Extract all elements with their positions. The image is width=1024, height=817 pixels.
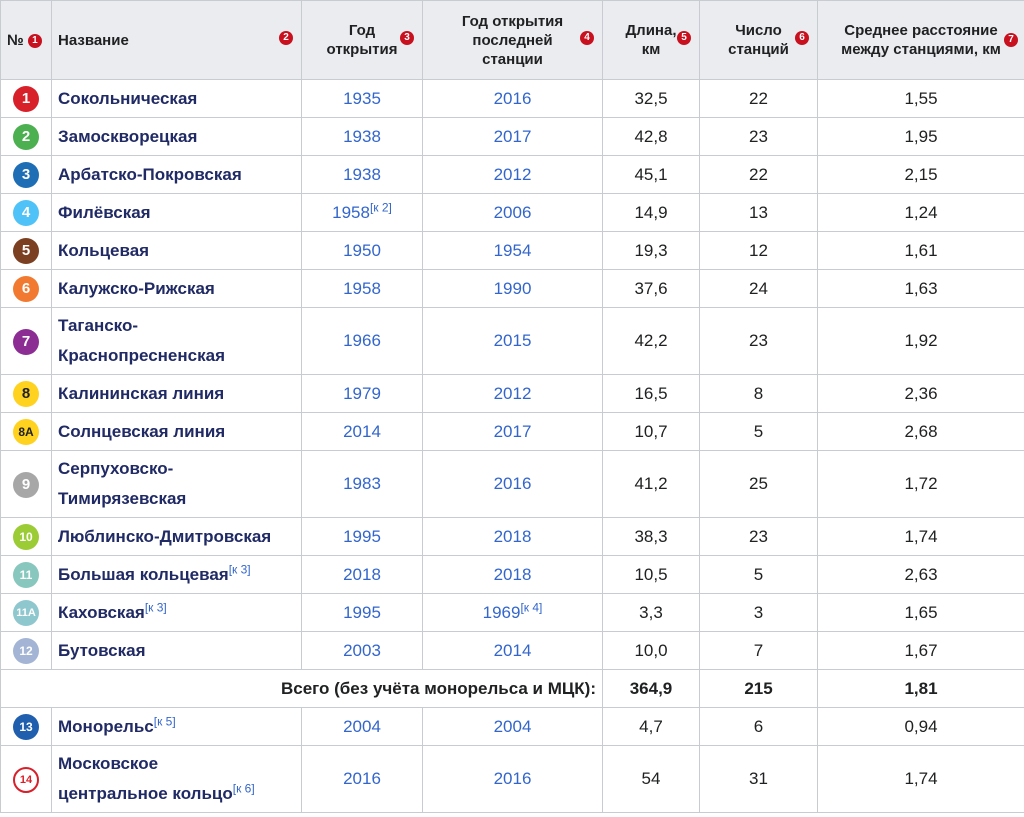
open-year[interactable]: 2018 xyxy=(302,556,423,594)
last-year[interactable]: 1969[к 4] xyxy=(423,594,603,632)
table-row xyxy=(1,413,1024,451)
length: 10,7 xyxy=(603,413,700,451)
stations: 6 xyxy=(700,708,818,746)
avg-distance: 1,67 xyxy=(818,632,1024,670)
avg-distance: 1,74 xyxy=(818,518,1024,556)
line-badge-icon[interactable]: 9 xyxy=(13,472,39,498)
length: 45,1 xyxy=(603,156,700,194)
total-length: 364,9 xyxy=(603,670,700,708)
stations: 12 xyxy=(700,232,818,270)
sort-mark-icon[interactable]: 4 xyxy=(580,31,594,45)
header-stations[interactable]: Число станций 6 xyxy=(700,1,818,80)
avg-distance: 1,24 xyxy=(818,194,1024,232)
line-name-link[interactable]: Калужско-Рижская xyxy=(58,278,215,298)
line-badge-icon[interactable]: 3 xyxy=(13,162,39,188)
last-year[interactable]: 2016 xyxy=(423,451,603,518)
length: 38,3 xyxy=(603,518,700,556)
stations: 5 xyxy=(700,556,818,594)
table-row xyxy=(1,270,1024,308)
avg-distance: 1,65 xyxy=(818,594,1024,632)
length: 4,7 xyxy=(603,708,700,746)
stations: 5 xyxy=(700,413,818,451)
stations: 25 xyxy=(700,451,818,518)
total-avg-distance: 1,81 xyxy=(818,670,1024,708)
table-row xyxy=(1,194,1024,232)
last-year[interactable]: 2018 xyxy=(423,518,603,556)
last-year[interactable]: 1990 xyxy=(423,270,603,308)
table-row xyxy=(1,451,1024,518)
line-name-link[interactable]: Кольцевая xyxy=(58,240,150,260)
footnote-link[interactable]: [к 3] xyxy=(228,561,251,576)
line-name-link[interactable]: Сокольническая xyxy=(58,88,198,108)
open-year[interactable]: 2004 xyxy=(302,708,423,746)
line-name-link[interactable]: Московское центральное кольцо[к 6] xyxy=(58,754,255,803)
line-badge-icon[interactable]: 2 xyxy=(13,124,39,150)
sort-mark-icon[interactable]: 6 xyxy=(795,31,809,45)
footnote-link[interactable]: [к 5] xyxy=(153,713,176,728)
length: 3,3 xyxy=(603,594,700,632)
footnote-link[interactable]: [к 2] xyxy=(369,199,392,214)
stations: 8 xyxy=(700,375,818,413)
avg-distance: 1,55 xyxy=(818,80,1024,118)
table-row xyxy=(1,746,1024,813)
open-year[interactable]: 2016 xyxy=(302,746,423,813)
line-name-link[interactable]: Монорельс[к 5] xyxy=(58,713,176,736)
stations: 3 xyxy=(700,594,818,632)
stations: 13 xyxy=(700,194,818,232)
line-name-link[interactable]: Таганско- Краснопресненская xyxy=(58,316,225,365)
open-year[interactable]: 1950 xyxy=(302,232,423,270)
line-badge-icon[interactable]: 10 xyxy=(13,524,39,550)
table-row xyxy=(1,375,1024,413)
length: 42,8 xyxy=(603,118,700,156)
avg-distance: 2,63 xyxy=(818,556,1024,594)
length: 16,5 xyxy=(603,375,700,413)
table-row xyxy=(1,156,1024,194)
total-row xyxy=(1,670,1024,708)
last-year[interactable]: 1954 xyxy=(423,232,603,270)
line-badge-icon[interactable]: 12 xyxy=(13,638,39,664)
sort-mark-icon[interactable]: 5 xyxy=(677,31,691,45)
footnote-link[interactable]: [к 6] xyxy=(232,781,255,796)
stations: 31 xyxy=(700,746,818,813)
open-year[interactable]: 1995 xyxy=(302,518,423,556)
last-year[interactable]: 2006 xyxy=(423,194,603,232)
line-badge-icon[interactable]: 6 xyxy=(13,276,39,302)
line-badge-icon[interactable]: 14 xyxy=(13,767,39,793)
header-length[interactable]: Длина, км 5 xyxy=(603,1,700,80)
length: 14,9 xyxy=(603,194,700,232)
table-row xyxy=(1,632,1024,670)
avg-distance: 2,15 xyxy=(818,156,1024,194)
sort-mark-icon[interactable]: 3 xyxy=(400,31,414,45)
avg-distance: 1,72 xyxy=(818,451,1024,518)
table-row xyxy=(1,80,1024,118)
line-name-link[interactable]: Бутовская xyxy=(58,640,146,660)
line-badge-icon[interactable]: 8А xyxy=(13,419,39,445)
length: 37,6 xyxy=(603,270,700,308)
sort-mark-icon[interactable]: 1 xyxy=(28,34,42,48)
header-name[interactable]: Название 2 xyxy=(52,1,302,80)
line-name-link[interactable]: Каховская[к 3] xyxy=(58,599,167,622)
open-year[interactable]: 1995 xyxy=(302,594,423,632)
avg-distance: 1,61 xyxy=(818,232,1024,270)
stations: 22 xyxy=(700,156,818,194)
line-badge-icon[interactable]: 5 xyxy=(13,238,39,264)
line-name-link[interactable]: Калининская линия xyxy=(58,383,225,403)
table-row xyxy=(1,708,1024,746)
line-badge-icon[interactable]: 7 xyxy=(13,329,39,355)
last-year[interactable]: 2012 xyxy=(423,375,603,413)
footnote-link[interactable]: [к 3] xyxy=(144,599,167,614)
stations: 23 xyxy=(700,118,818,156)
open-year[interactable]: 1983 xyxy=(302,451,423,518)
line-badge-icon[interactable]: 4 xyxy=(13,200,39,226)
line-badge-icon[interactable]: 11 xyxy=(13,562,39,588)
table-row xyxy=(1,594,1024,632)
avg-distance: 2,68 xyxy=(818,413,1024,451)
avg-distance: 1,74 xyxy=(818,746,1024,813)
open-year[interactable]: 1958 xyxy=(302,270,423,308)
table-row xyxy=(1,308,1024,375)
length: 54 xyxy=(603,746,700,813)
line-badge-icon[interactable]: 1 xyxy=(13,86,39,112)
avg-distance: 2,36 xyxy=(818,375,1024,413)
line-badge-icon[interactable]: 8 xyxy=(13,381,39,407)
table-row xyxy=(1,118,1024,156)
open-year[interactable]: 1966 xyxy=(302,308,423,375)
open-year[interactable]: 1979 xyxy=(302,375,423,413)
open-year[interactable]: 1935 xyxy=(302,80,423,118)
table-row xyxy=(1,232,1024,270)
avg-distance: 1,92 xyxy=(818,308,1024,375)
stations: 23 xyxy=(700,308,818,375)
total-label: Всего (без учёта монорельса и МЦК): xyxy=(1,670,603,708)
line-name-link[interactable]: Филёвская xyxy=(58,202,151,222)
last-year[interactable]: 2015 xyxy=(423,308,603,375)
last-year[interactable]: 2004 xyxy=(423,708,603,746)
length: 19,3 xyxy=(603,232,700,270)
header-last-station-year[interactable]: Год открытия последней станции 4 xyxy=(423,1,603,80)
avg-distance: 0,94 xyxy=(818,708,1024,746)
table-row xyxy=(1,556,1024,594)
open-year[interactable]: 1958[к 2] xyxy=(302,194,423,232)
open-year[interactable]: 2003 xyxy=(302,632,423,670)
last-year[interactable]: 2017 xyxy=(423,413,603,451)
line-name-link[interactable]: Серпуховско- Тимирязевская xyxy=(58,459,187,508)
stations: 22 xyxy=(700,80,818,118)
line-name-link[interactable]: Люблинско-Дмитровская xyxy=(58,526,272,546)
last-year[interactable]: 2016 xyxy=(423,746,603,813)
stations: 24 xyxy=(700,270,818,308)
header-open-year[interactable]: Год открытия 3 xyxy=(302,1,423,80)
length: 10,5 xyxy=(603,556,700,594)
length: 42,2 xyxy=(603,308,700,375)
line-name-link[interactable]: Солнцевская линия xyxy=(58,421,226,441)
total-stations: 215 xyxy=(700,670,818,708)
last-year[interactable]: 2014 xyxy=(423,632,603,670)
header-row xyxy=(1,1,1024,80)
header-num[interactable]: № 1 xyxy=(1,1,52,80)
line-badge-icon[interactable]: 11А xyxy=(13,600,39,626)
avg-distance: 1,95 xyxy=(818,118,1024,156)
line-name-link[interactable]: Арбатско-Покровская xyxy=(58,164,242,184)
open-year[interactable]: 1938 xyxy=(302,118,423,156)
stations: 7 xyxy=(700,632,818,670)
line-name-link[interactable]: Большая кольцевая[к 3] xyxy=(58,561,251,584)
length: 10,0 xyxy=(603,632,700,670)
table-row xyxy=(1,518,1024,556)
length: 32,5 xyxy=(603,80,700,118)
open-year[interactable]: 1938 xyxy=(302,156,423,194)
last-year[interactable]: 2016 xyxy=(423,80,603,118)
line-badge-icon[interactable]: 13 xyxy=(13,714,39,740)
last-year[interactable]: 2018 xyxy=(423,556,603,594)
line-name-link[interactable]: Замоскворецкая xyxy=(58,126,198,146)
last-year[interactable]: 2012 xyxy=(423,156,603,194)
footnote-link[interactable]: [к 4] xyxy=(520,599,543,614)
sort-mark-icon[interactable]: 7 xyxy=(1004,33,1018,47)
last-year[interactable]: 2017 xyxy=(423,118,603,156)
stations: 23 xyxy=(700,518,818,556)
length: 41,2 xyxy=(603,451,700,518)
sort-mark-icon[interactable]: 2 xyxy=(279,31,293,45)
avg-distance: 1,63 xyxy=(818,270,1024,308)
header-avg-distance[interactable]: Среднее расстояние между станциями, км 7 xyxy=(818,1,1024,80)
open-year[interactable]: 2014 xyxy=(302,413,423,451)
